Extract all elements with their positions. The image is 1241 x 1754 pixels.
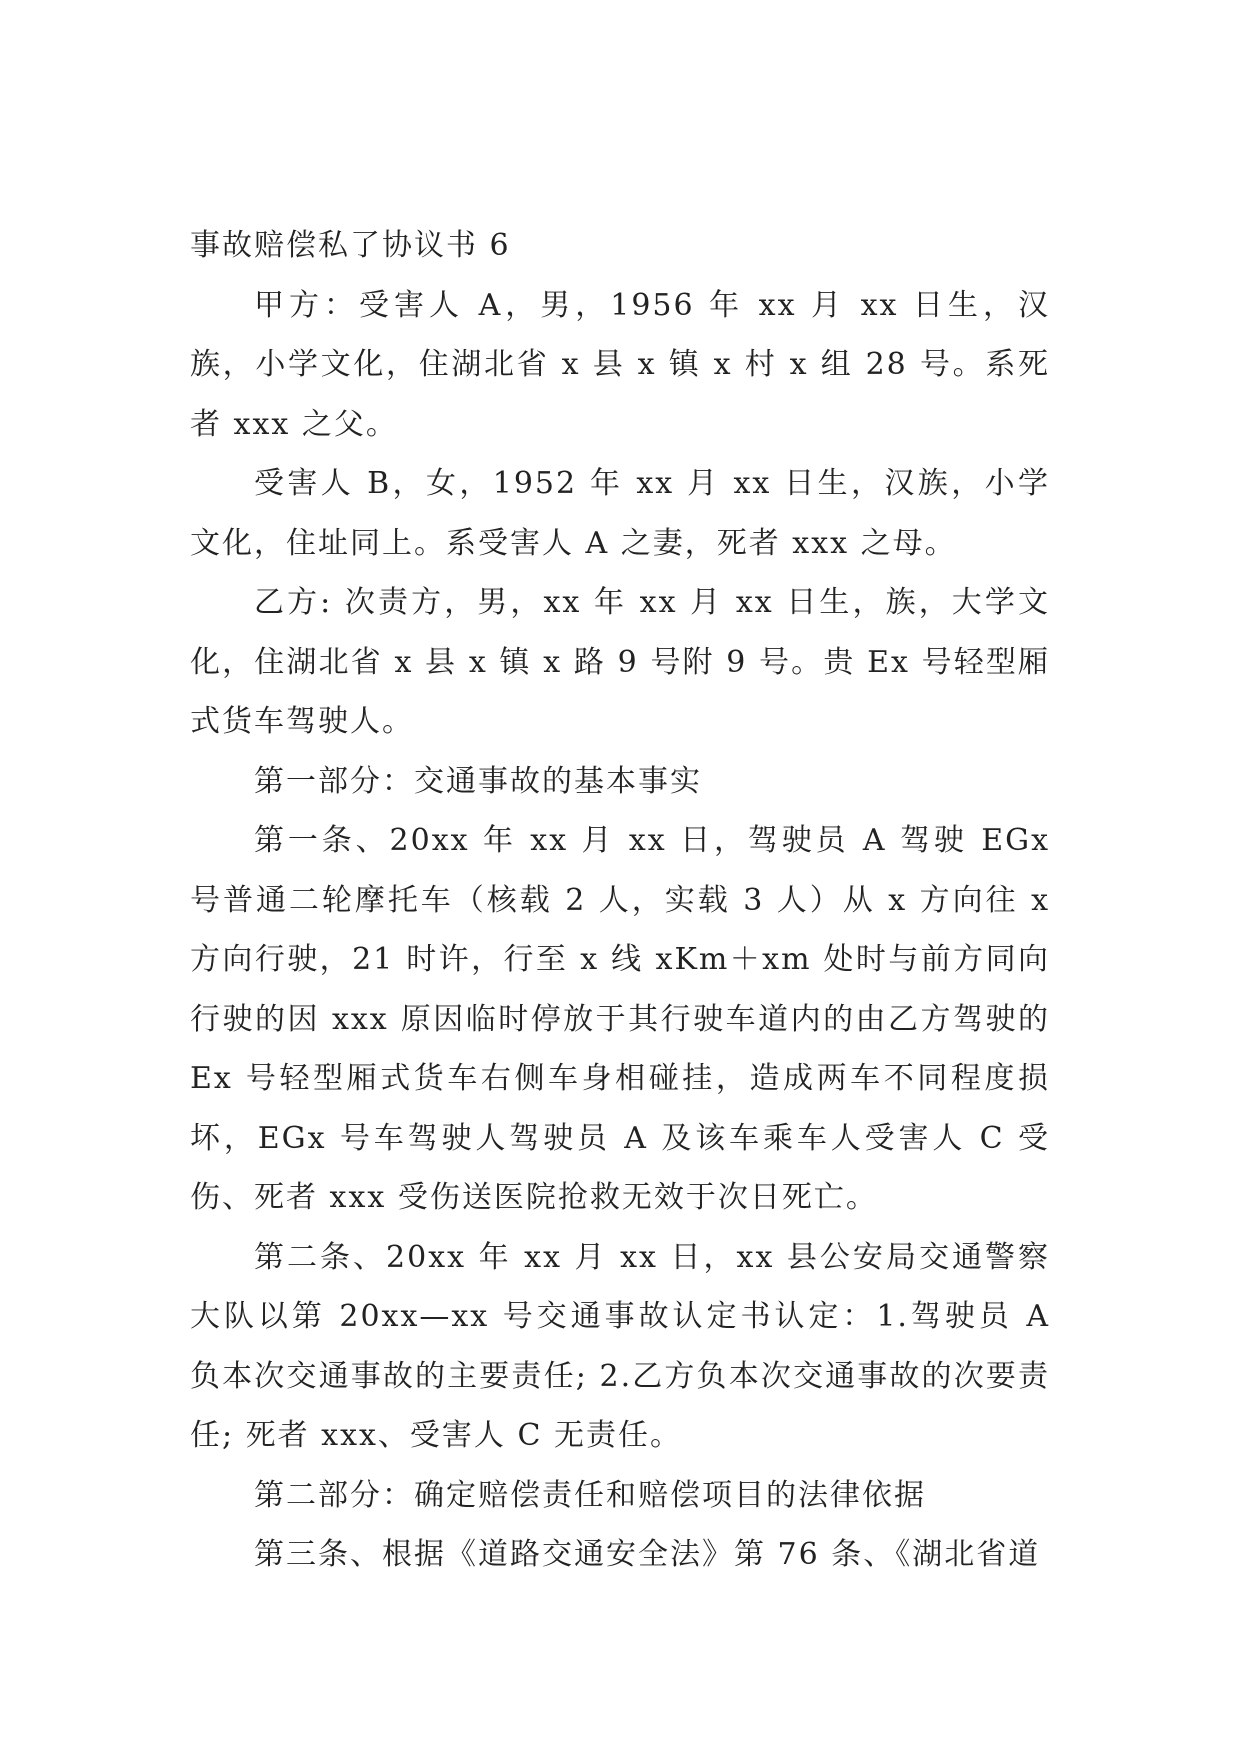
paragraph-article-three: 第三条、根据《道路交通安全法》第 76 条、《湖北省道: [254, 1537, 1041, 1572]
paragraph-party-a: 甲方：受害人 A，男，1956 年 xx 月 xx 日生，汉族，小学文化，住湖北省 x 县 x 镇 x 村 x 组 28 号。系死者 xxx 之父。: [190, 287, 1050, 442]
paragraph-party-b: 乙方: 次责方，男，xx 年 xx 月 xx 日生，族，大学文化，住湖北省 x 县 x 镇 x 路 9 号附 9 号。贵 Ex 号轻型厢式货车驾驶人。: [190, 585, 1050, 739]
document-body: [190, 216, 1050, 1585]
document-title: 事故赔偿私了协议书 6: [190, 228, 511, 263]
section-heading-part-one: 第一部分：交通事故的基本事实: [254, 763, 702, 799]
paragraph-victim-b: 受害人 B，女，1952 年 xx 月 xx 日生，汉族，小学文化，住址同上。系受害人 A 之妻，死者 xxx 之母。: [190, 466, 1050, 561]
section-heading-part-two: 第二部分：确定赔偿责任和赔偿项目的法律依据: [254, 1477, 926, 1513]
paragraph-article-one: 第一条、20xx 年 xx 月 xx 日，驾驶员 A 驾驶 EGx 号普通二轮摩托车（核载 2 人，实载 3 人）从 x 方向往 x 方向行驶，21 时许，行至 x 线 xKm＋xm 处时与前方同向行驶的因 xxx 原因临时停放于其行驶车道内的由乙方驾驶的 Ex 号轻型厢式货车右侧车身相碰挂，造成两车不同程度损坏，EGx 号车驾驶人驾驶员 A 及该车乘车人受害人 C 受伤、死者 xxx 受伤送医院抢救无效于次日死亡。: [190, 823, 1050, 1215]
paragraph-article-two: 第二条、20xx 年 xx 月 xx 日，xx 县公安局交通警察大队以第 20xx—xx 号交通事故认定书认定：1.驾驶员 A 负本次交通事故的主要责任; 2.乙方负本次交通事故的次要责任; 死者 xxx、受害人 C 无责任。: [190, 1239, 1050, 1453]
